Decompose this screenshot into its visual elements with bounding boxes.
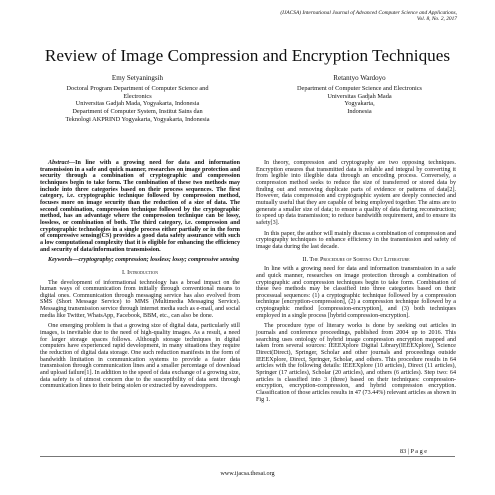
affiliation-line: Universitas Gadjah Mada bbox=[327, 92, 392, 100]
paper-title: Review of Image Compression and Encryption Techniques bbox=[44, 45, 451, 65]
journal-name: (IJACSA) International Journal of Advanced Computer Science and Applications, bbox=[280, 10, 457, 16]
abstract bbox=[40, 160, 240, 253]
footer-divider bbox=[40, 456, 455, 457]
paragraph: In line with a growing need for data and information transmission in a safe and quick manner, researches on image protection through a combination of cryptographic and compression techniques begin to take form. Combination of these two methods may be classified into three categories based on their processual sequences: (1) a cryptographic technique followed by a compression technique [encryption-compression], (2) a compression technique followed by a cryptographic method [compression-encryption], and (3) both techniques employed in a single process [hybrid compression-encryption]. bbox=[256, 266, 456, 319]
author-name-1: Emy Setyaningsih bbox=[111, 74, 164, 82]
author-name-2: Retantyo Wardoyo bbox=[333, 74, 386, 82]
affiliation-line: Universitas Gadjah Mada, Yogyakarta, Indonesia bbox=[75, 100, 200, 108]
section-heading-procedure: II. The Procedure of Sorting Out Literature bbox=[302, 256, 410, 263]
page-number: 83 | P a g e bbox=[400, 448, 427, 455]
affiliation-line: Department of Computer System, Institut Sains dan bbox=[72, 108, 203, 116]
abstract-lead: Abstract bbox=[48, 160, 69, 166]
left-column bbox=[40, 160, 240, 394]
footer-url: www.ijacsa.thesai.org bbox=[220, 470, 275, 477]
paragraph: In theory, compression and cryptography are two opposing techniques. Encryption ensures that transmitted data is reliable and integral by converting it from legible into illegible data through an encoding process. Conversely, a compression method seeks to reduce the size of transferred or stored data by finding out and removing duplicate parts of evidence or patterns of data[2]. However, data compression and cryptographic system are deeply connected and mutually useful that they are capable of being employed together. The aims are to generate a smaller size of data; to ensure a quality of data during reconstruction; to speed up data transmission; to reduce bandwidth requirement, and to ensure its safety[3]. bbox=[256, 160, 456, 226]
affiliation-line: Indonesia bbox=[347, 108, 372, 116]
running-header bbox=[157, 10, 457, 23]
keywords bbox=[40, 257, 240, 264]
section-heading-introduction: I. Introduction bbox=[122, 269, 158, 276]
paragraph: The development of informational technology has a broad impact on the human ways of communication from initially through conventional means to digital ones. Communication through messaging service has also evolved from SMS (Short Message Service) to MMS (Multimedia Messaging Service). Messaging transmission service through internet media such as e-mail, and social media like Twitter, WhatsApp, Facebook, BBM, etc., can also be done. bbox=[40, 279, 240, 319]
abstract-text: —In line with a growing need for data and information transmission in a safe and quick manner, researches on image protection and security through a combination of cryptographic and compression techniques begin to take form. The combination of these two methods may include into three categories based on their process sequences. The first category, i.e. cryptographic technique followed by compression method, focuses more on image security than the reduction of a size of data. The second combination, compression technique followed by the cryptographic method, has an advantage where the compression technique can be lossy, lossless, or combination of both. The third category, i.e. compression and cryptographic technologies in a single process either partially or in the form of compressive sensing(CS) provides a good data safety assurance with such a low computational complexity that it is eligible for enhancing the efficiency and security of data/information transmission. bbox=[40, 160, 240, 253]
right-column bbox=[256, 160, 456, 407]
keywords-text: cryptography; compression; lossless; lossy; compressive sensing bbox=[78, 257, 240, 264]
journal-volume: Vol. 8, No. 2, 2017 bbox=[416, 16, 457, 23]
author-block-2 bbox=[262, 75, 457, 116]
paragraph: In this paper, the author will mainly discuss a combination of compression and cryptography techniques to enhance efficiency in the transmission and safety of image data during the last decade. bbox=[256, 230, 456, 250]
affiliation-line: Department of Computer Science and Electronics bbox=[296, 84, 423, 92]
affiliation-line: Teknologi AKPRIND Yogyakarta, Yogyakarta, Indonesia bbox=[65, 115, 210, 123]
affiliation-line: Electronics bbox=[123, 92, 152, 100]
author-block-1 bbox=[40, 75, 235, 124]
affiliation-line: Doctoral Program Department of Computer Science and bbox=[66, 84, 209, 92]
paragraph: One emerging problem is that a growing size of digital data, particularly still images, is inevitable due to the need of high-quality images. As a result, a need for larger storage spaces follows. Although storage techniques in digital computers have experienced rapid development, in many situations they require the reduction of digital data storage. One such reduction manifests in the form of bandwidth limitation in communication systems to provide a faster data transmission through communication lines and a smaller percentage of download and upload failure[1]. In addition to the speed of data exchange of a growing size, data safety is of utmost concern due to the susceptibility of data sent through communication lines to their being stolen or extracted by eavesdroppers. bbox=[40, 323, 240, 390]
paragraph: The procedure type of literary works is done by seeking out articles in journals and conference proceedings, published from 2004 up to 2016. This searching uses ontology of hybrid image compression encryption mapped and taken from several sources: IEEEXplore Digital Library(IEEEXplore), Science Direct(Direct), Springer, Scholar and other journals and proceedings outside IEEEXplore, Direct, Springer, Scholar, and others. This procedure results in 64 articles with the following details: IEEEXplore (10 articles), Direct (11 articles), Springer (17 articles), Scholar (20 articles), and others (6 articles). Step two: 64 articles is classified into 3 (three) based on their techniques: compression-encryption, encryption-compression, and hybrid compression encryption. Classification of those articles results in 47 (73.44%) relevant articles as shown in Fig 1. bbox=[256, 323, 456, 403]
keywords-lead: Keywords— bbox=[48, 257, 79, 264]
affiliation-line: Yogyakarta, bbox=[344, 100, 375, 108]
